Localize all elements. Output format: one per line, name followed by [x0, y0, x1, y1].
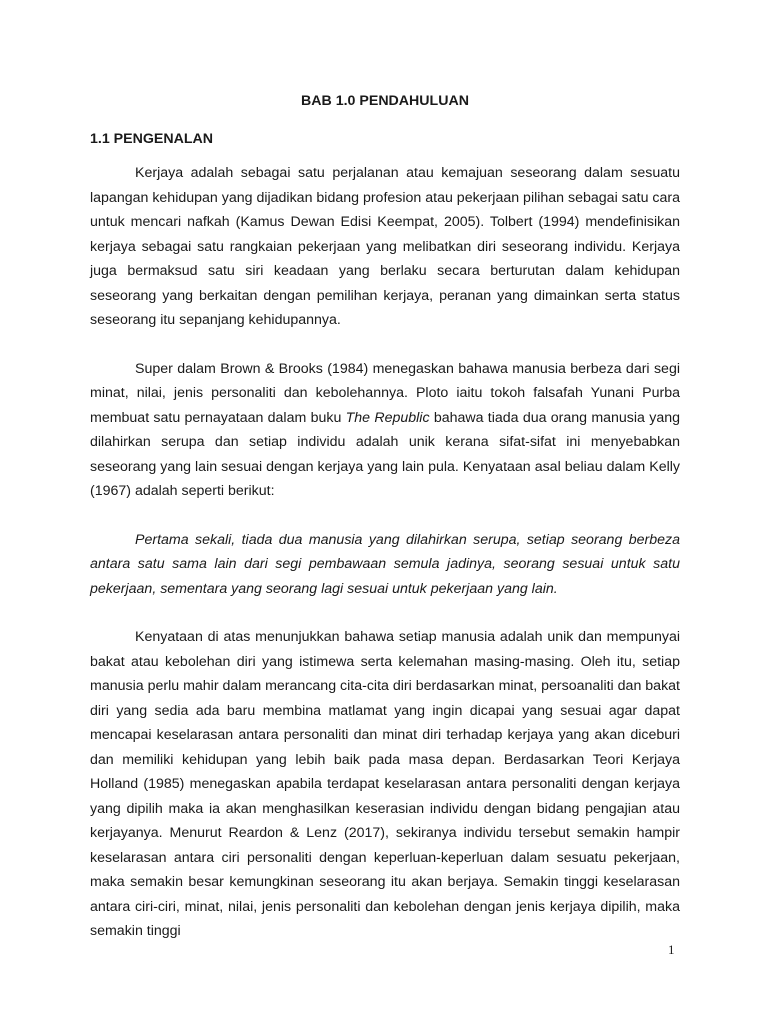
page-content [90, 89, 680, 968]
paragraph-super-brown-brooks [90, 357, 680, 504]
paragraph-text: bahawa tiada dua orang manusia yang dilahirkan serupa dan setiap individu adalah unik kerana sifat-sifat ini menyebabkan seseorang yang lain sesuai dengan kerjaya yang lain pula. Kenyataan asal beliau dalam Kelly (1967) adalah seperti berikut: [90, 409, 680, 499]
book-title: The Republic [345, 409, 430, 426]
page-number: 1 [668, 942, 675, 957]
paragraph-holland-theory: Kenyataan di atas menunjukkan bahawa setiap manusia adalah unik dan mempunyai bakat atau kebolehan diri yang istimewa serta kelemahan masing-masing. Oleh itu, setiap manusia perlu mahir dalam merancang cita-cita diri berdasarkan minat, persoanaliti dan bakat diri yang sedia ada baru membina matlamat yang ingin dicapai yang sesuai agar dapat mencapai keselarasan antara personaliti dan minat diri terhadap kerjaya yang akan diceburi dan memiliki kehidupan yang lebih baik pada masa depan. Berdasarkan Teori Kerjaya Holland (1985) menegaskan apabila terdapat keselarasan antara personaliti dengan kerjaya yang dipilih maka ia akan menghasilkan keserasian individu dengan bidang pengajian atau kerjayanya. Menurut Reardon & Lenz (2017), sekiranya individu tersebut semakin hampir keselarasan antara ciri personaliti dengan keperluan-keperluan dalam sesuatu pekerjaan, maka semakin besar kemungkinan seseorang itu akan berjaya. Semakin tinggi keselarasan antara ciri-ciri, minat, nilai, jenis personaliti dan kebolehan dengan jenis kerjaya dipilih, maka semakin tinggi [90, 629, 680, 939]
paragraph-career-definition: Kerjaya adalah sebagai satu perjalanan atau kemajuan seseorang dalam sesuatu lapangan kehidupan yang dijadikan bidang profesion atau pekerjaan pilihan sebagai satu cara untuk mencari nafkah (Kamus Dewan Edisi Keempat, 2005). Tolbert (1994) mendefinisikan kerjaya sebagai satu rangkaian pekerjaan yang melibatkan diri seseorang individu. Kerjaya juga bermaksud satu siri keadaan yang berlaku secara berturutan dalam kehidupan seseorang yang berkaitan dengan pemilihan kerjaya, peranan yang dimainkan serta status seseorang itu sepanjang kehidupannya. [90, 165, 681, 328]
section-title: 1.1 PENGENALAN [90, 131, 213, 147]
paragraph-text: Super dalam Brown & Brooks (1984) menegaskan bahawa manusia berbeza dari segi minat, nilai, jenis personaliti dan kebolehannya. Ploto iaitu tokoh falsafah Yunani Purba membuat satu pernayataan dalam buku [90, 360, 680, 426]
block-quote: Pertama sekali, tiada dua manusia yang dilahirkan serupa, setiap seorang berbeza antara satu sama lain dari segi pembawaan semula jadinya, seorang sesuai untuk satu pekerjaan, sementara yang seorang lagi sesuai untuk pekerjaan yang lain. [90, 531, 680, 597]
chapter-title: BAB 1.0 PENDAHULUAN [301, 93, 469, 109]
